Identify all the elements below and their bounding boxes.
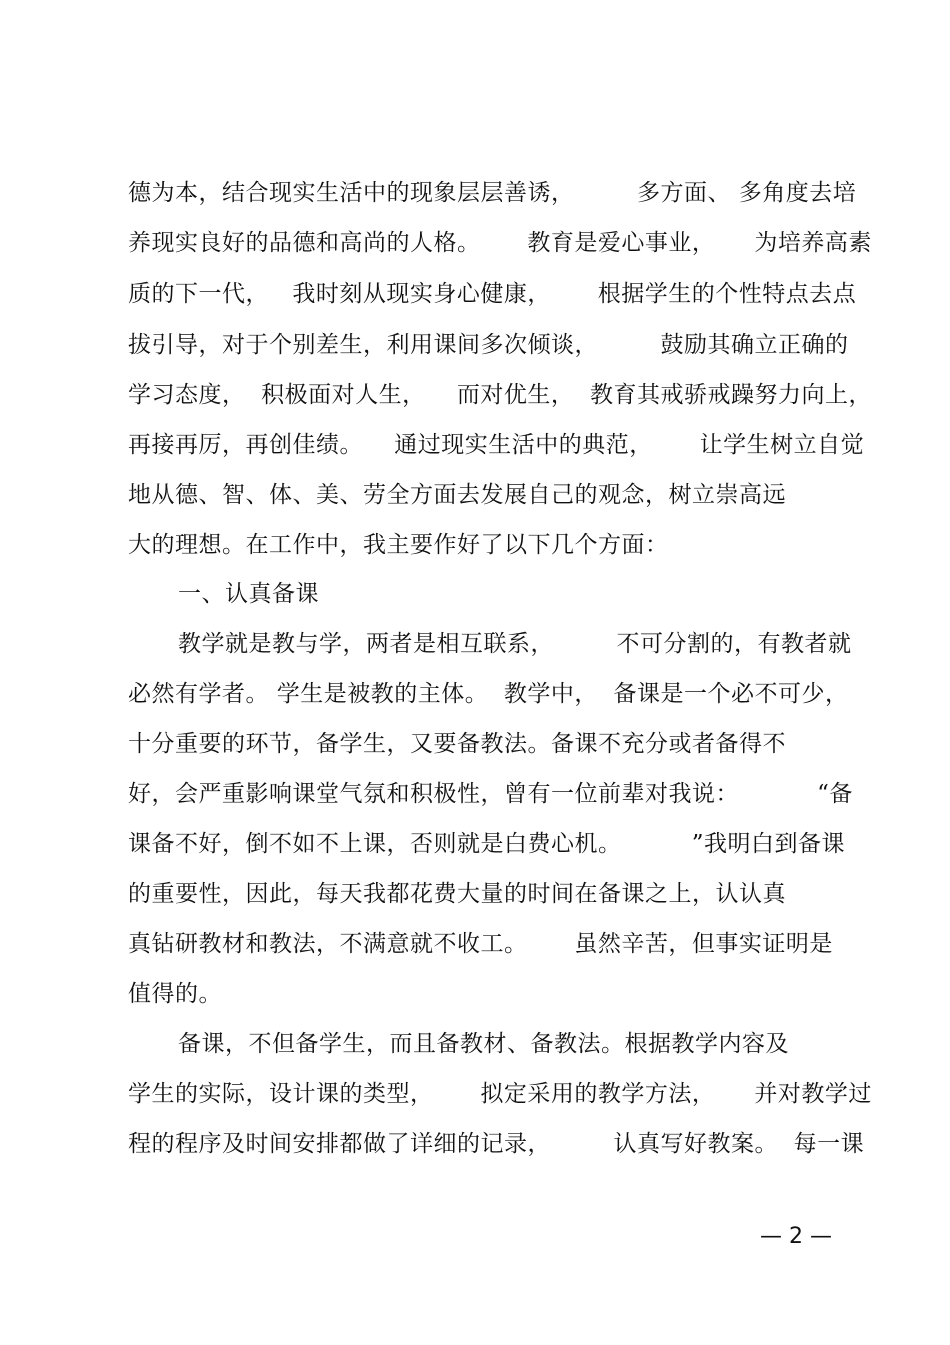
text-line: 大的理想。在工作中，我主要作好了以下几个方面： [128, 532, 669, 558]
text-line: 质的下一代， 我时刻从现实身心健康， 根据学生的个性特点去点 [128, 281, 857, 307]
text-line: 程的程序及时间安排都做了详细的记录， 认真写好教案。 每一课 [128, 1131, 865, 1157]
text-line: 再接再厉，再创佳绩。 通过现实生活中的典范， 让学生树立自觉 [128, 432, 865, 458]
text-line: 的重要性，因此，每天我都花费大量的时间在备课之上，认认真 [128, 881, 786, 907]
text-line: 养现实良好的品德和高尚的人格。 教育是爱心事业， 为培养高素 [128, 230, 872, 256]
text-line: 十分重要的环节，备学生，又要备教法。备课不充分或者备得不 [128, 731, 786, 757]
text-line: 必然有学者。 学生是被教的主体。 教学中， 备课是一个必不可少， [128, 681, 849, 707]
text-line: 学习态度， 积极面对人生， 而对优生， 教育其戒骄戒躁努力向上， [128, 382, 872, 408]
text-line: 德为本，结合现实生活中的现象层层善诱， 多方面、 多角度去培 [128, 180, 857, 206]
text-line: 好，会严重影响课堂气氛和积极性，曾有一位前辈对我说： “备 [128, 781, 853, 807]
text-line: 地从德、智、体、美、劳全方面去发展自己的观念，树立崇高远 [128, 482, 786, 508]
text-line: 课备不好，倒不如不上课，否则就是白费心机。 ”我明白到备课 [128, 831, 846, 857]
text-line: 拔引导，对于个别差生，利用课间多次倾谈， 鼓励其确立正确的 [128, 332, 849, 358]
text-line: 教学就是教与学，两者是相互联系， 不可分割的，有教者就 [178, 631, 852, 657]
section-heading: 一、认真备课 [178, 581, 319, 607]
text-line: 值得的。 [128, 981, 222, 1007]
page-number: — 2 — [760, 1224, 832, 1249]
text-line: 学生的实际，设计课的类型， 拟定采用的教学方法， 并对教学过 [128, 1081, 872, 1107]
text-line: 真钻研教材和教法，不满意就不收工。 虽然辛苦，但事实证明是 [128, 931, 833, 957]
text-line: 备课，不但备学生，而且备教材、备教法。根据教学内容及 [178, 1031, 789, 1057]
